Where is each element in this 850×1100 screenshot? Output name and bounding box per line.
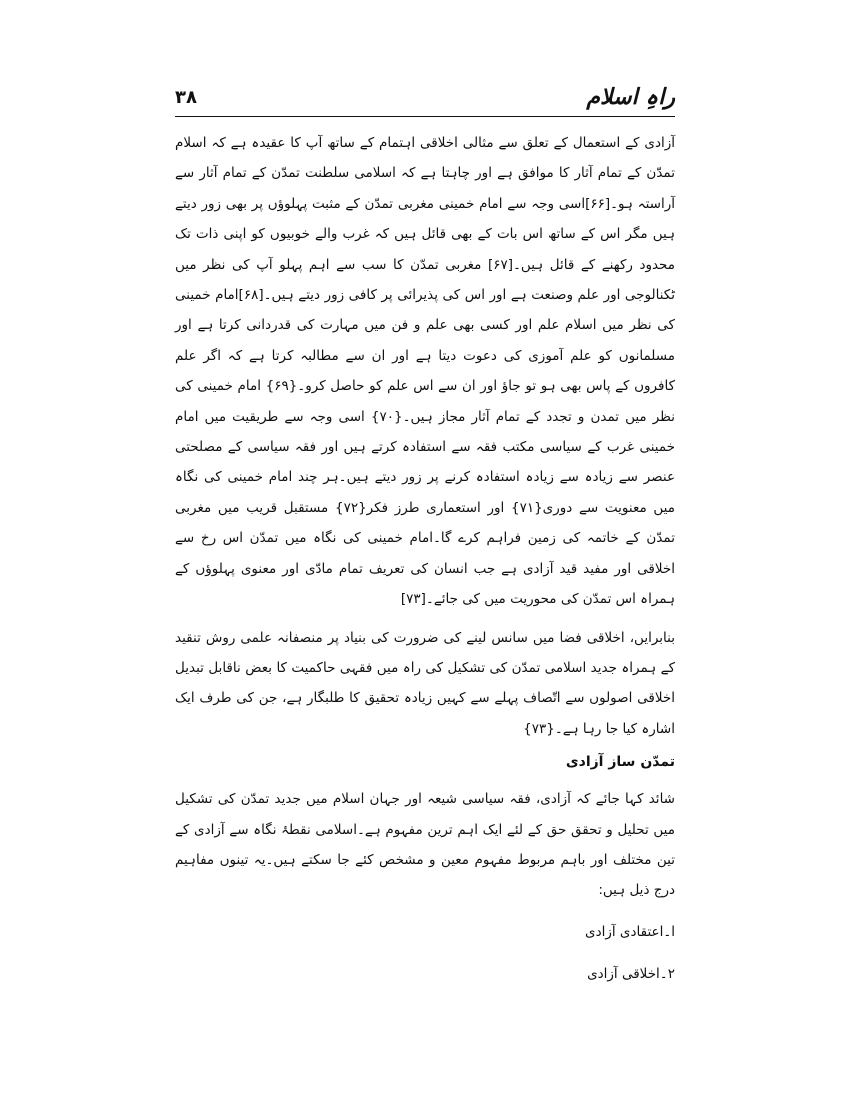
section-heading: تمدّن ساز آزادی <box>565 754 675 771</box>
paragraph: بنابرایں، اخلاقی فضا میں سانس لینے کی ضرورت کی بنیاد پر منصفانہ علمی روش تنقید کے ہمراہ جدید اسلامی تمدّن کی تشکیل کی راہ میں فقہی حاکمیت کا بعض ناقابل تبدیل اخلاقی اصولوں سے اتّصاف پہلے سے کہیں زیادہ تحقیق کا طلبگار ہے، جن کی طرف ایک اشارہ کیا جا رہا ہے۔{۷۳} <box>175 629 675 737</box>
running-title: راہِ اسلام <box>586 84 675 110</box>
list-item: ۲۔اخلاقی آزادی <box>587 965 675 982</box>
header-rule <box>175 116 675 117</box>
page-number: ۳۸ <box>175 87 197 108</box>
paragraph: شائد کہا جائے کہ آزادی، فقہ سیاسی شیعہ اور جہان اسلام میں جدید تمدّن کی تشکیل میں تحلیل و تحقق حق کے لئے ایک اہم ترین مفہوم ہے۔اسلامی نقطۂ نگاہ سے آزادی کے تین مختلف اور باہم مربوط مفہوم معین و مشخص کئے جا سکتے ہیں۔یہ تینوں مفاہیم درج ذیل ہیں: <box>175 791 675 899</box>
page-body <box>175 128 675 988</box>
page-header <box>175 82 675 118</box>
list-item: ا۔اعتقادی آزادی <box>585 923 675 940</box>
paragraph: آزادی کے استعمال کے تعلق سے مثالی اخلاقی اہتمام کے ساتھ آپ کا عقیدہ ہے کہ اسلام تمدّن کے تمام آثار کا موافق ہے اور چاہتا ہے کہ اسلامی سلطنت تمدّن کے تمام آثار سے آراستہ ہو۔[۶۶]اسی وجہ سے امام خمینی مغربی تمدّن کے مثبت پہلوؤں پر بھی زور دیتے ہیں مگر اس کے ساتھ اس بات کے بھی قائل ہیں کہ غرب والے خوبیوں کو اپنی ذات تک محدود رکھنے کے قائل ہیں۔[۶۷] مغربی تمدّن کا سب سے اہم پہلو آپ کی نظر میں ٹکنالوجی اور علم وصنعت ہے اور اس کی پذیرائی پر کافی زور دیتے ہیں۔[۶۸]امام خمینی کی نظر میں اسلام علم اور کسی بھی علم و فن میں مہارت کی قدردانی کرتا ہے اور مسلمانوں کو علم آموزی کی دعوت دیتا ہے اور ان سے مطالبہ کرتا ہے کہ اگر علم کافروں کے پاس بھی ہو تو جاؤ اور ان سے اس علم کو حاصل کرو۔{۶۹} امام خمینی کی نظر میں تمدن و تجدد کے تمام آثار مجاز ہیں۔{۷۰} اسی وجہ سے طریقیت میں امام خمینی غرب کے سیاسی مکتب فقہ سے استفادہ کرتے ہیں اور فقہ سیاسی کے مصلحتی عنصر سے زیادہ سے زیادہ استفادہ کرنے پر زور دیتے ہیں۔ہر چند امام خمینی کی نگاہ میں معنویت سے دوری{۷۱} اور استعماری طرز فکر{۷۲} مستقبل قریب میں مغربی تمدّن کے خاتمہ کی زمین فراہم کرے گا۔امام خمینی کی نگاہ میں تمدّن اس رخ سے اخلاقی اور مفید قید آزادی ہے جب انسان کی تعریف تمام مادّی اور معنوی پہلوؤں کے ہمراہ اس تمدّن کی محوریت میں کی جائے۔[۷۳] <box>175 135 676 608</box>
